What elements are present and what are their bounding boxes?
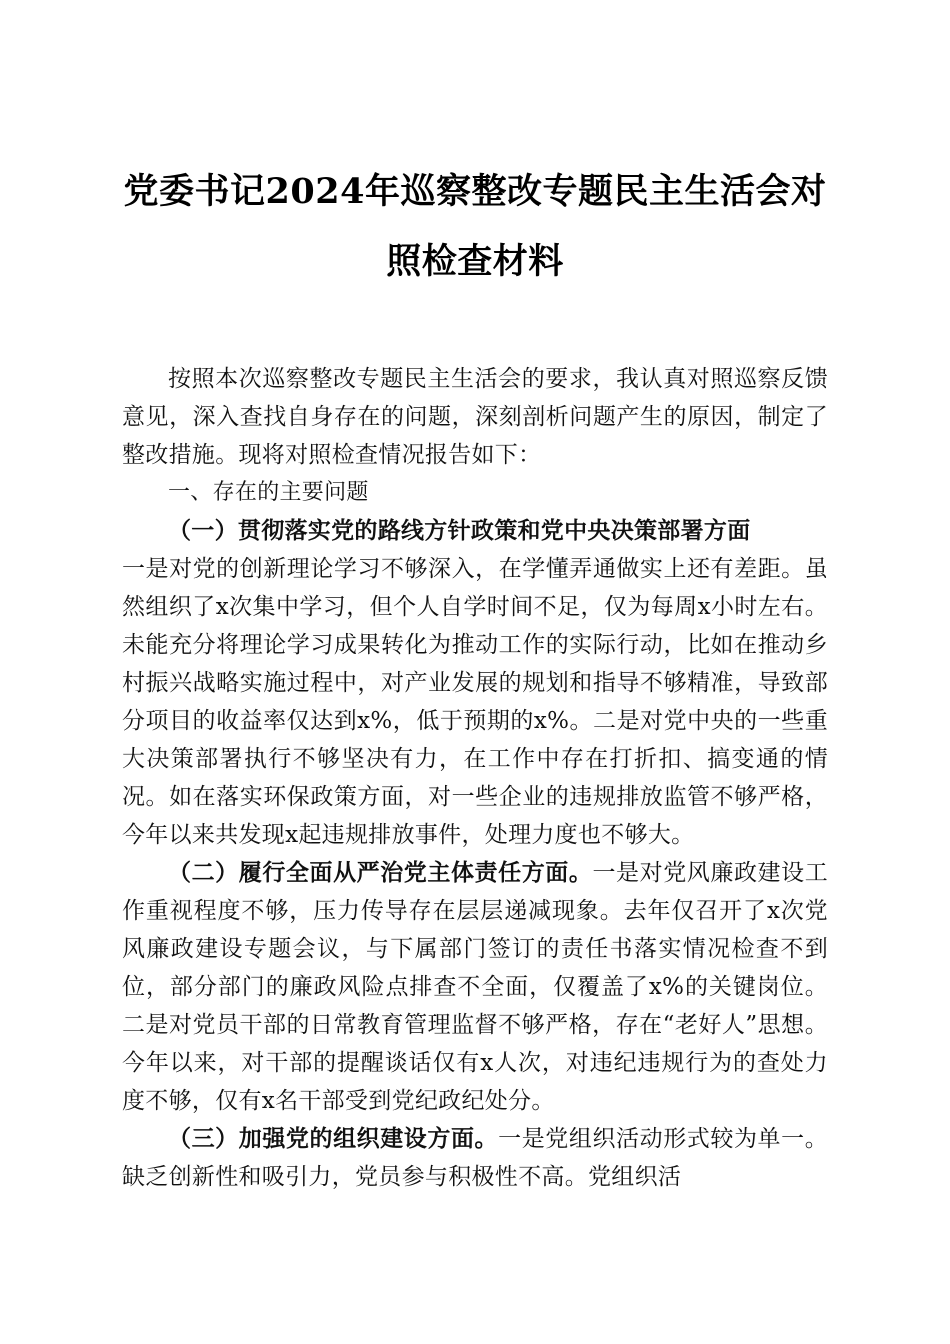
document-title-line-1: 党委书记2024年巡察整改专题民主生活会对 bbox=[123, 171, 827, 212]
subsection-2-body: 一是对党风廉政建设工作重视程度不够，压力传导存在层层递减现象。去年仅召开了x次党风廉政建设专题会议，与下属部门签订的责任书落实情况检查不到位，部分部门的廉政风险点排查不全面，仅覆盖了x%的关键岗位。二是对党员干部的日常教育管理监督不够严格，存在“老好人”思想。今年以来，对干部的提醒谈话仅有x人次，对违纪违规行为的查处力度不够，仅有x名干部受到党纪政纪处分。 bbox=[122, 860, 828, 1114]
subsection-2-title: （二）履行全面从严治党主体责任方面。 bbox=[168, 859, 593, 886]
subsection-3-title: （三）加强党的组织建设方面。 bbox=[168, 1125, 499, 1152]
subsection-2-paragraph bbox=[122, 854, 828, 1120]
subsection-1-heading bbox=[122, 512, 828, 550]
document-title-line-2: 照检查材料 bbox=[386, 241, 564, 282]
document-body bbox=[122, 360, 828, 1196]
subsection-3-body: 一是党组织活动形式较为单一。缺乏创新性和吸引力，党员参与积极性不高。党组织活 bbox=[122, 1126, 828, 1190]
intro-paragraph: 按照本次巡察整改专题民主生活会的要求，我认真对照巡察反馈意见，深入查找自身存在的问题，深刻剖析问题产生的原因，制定了整改措施。现将对照检查情况报告如下： bbox=[122, 366, 828, 468]
subsection-1-body: 一是对党的创新理论学习不够深入，在学懂弄通做实上还有差距。虽然组织了x次集中学习，但个人自学时间不足，仅为每周x小时左右。未能充分将理论学习成果转化为推动工作的实际行动，比如在推动乡村振兴战略实施过程中，对产业发展的规划和指导不够精准，导致部分项目的收益率仅达到x%，低于预期的x%。二是对党中央的一些重大决策部署执行不够坚决有力，在工作中存在打折扣、搞变通的情况。如在落实环保政策方面，对一些企业的违规排放监管不够严格，今年以来共发现x起违规排放事件，处理力度也不够大。 bbox=[122, 556, 828, 848]
subsection-3-paragraph bbox=[122, 1120, 828, 1196]
section-heading: 一、存在的主要问题 bbox=[168, 480, 369, 505]
subsection-1-title: （一）贯彻落实党的路线方针政策和党中央决策部署方面 bbox=[168, 517, 751, 544]
